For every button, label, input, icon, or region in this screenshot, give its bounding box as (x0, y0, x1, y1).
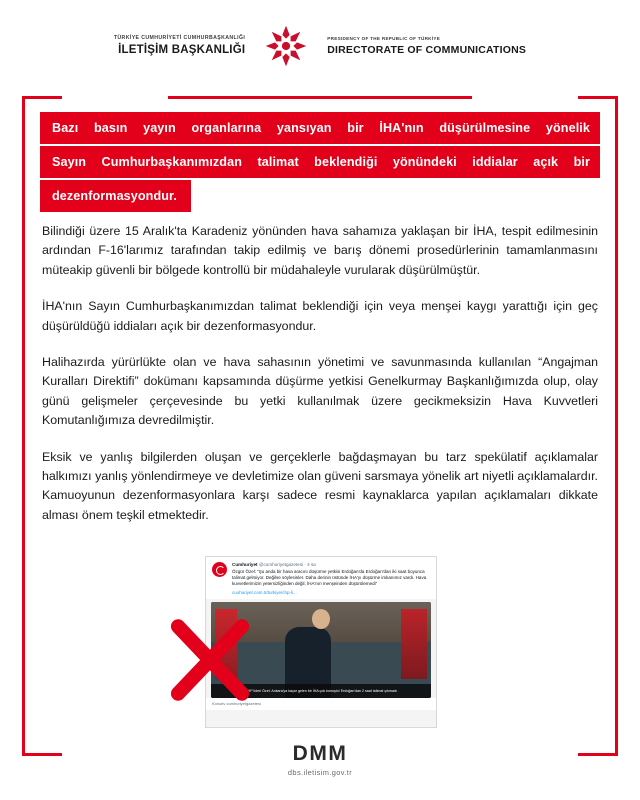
tweet-account (232, 562, 430, 567)
headline-block (40, 112, 600, 214)
avatar (212, 562, 227, 577)
header-left-block (114, 35, 245, 58)
dmm-logo: DMM (292, 742, 348, 765)
frame-top-rule (168, 96, 472, 99)
document-header (0, 0, 640, 92)
tweet-media-caption: CHP lideri Özel: Ankara'ya kaçar gelen bir İHA çok konuştu! Erdoğan'dan 2 saat talimat çıkmadı (245, 688, 397, 693)
tweet-header (206, 557, 436, 599)
tweet-footer-text: Konuitv cumhuriyetgazetesi (206, 698, 436, 710)
frame-corner-top-right (578, 96, 618, 99)
frame-right-rule (615, 96, 618, 756)
headline-line: dezenformasyondur. (40, 180, 191, 212)
body-paragraph: İHA'nın Sayın Cumhurbaşkanımızdan talimat beklendiği için veya menşei kaygı yarattığı için geç düşürüldüğü iddiaları açık bir dezenformasyondur. (42, 299, 598, 333)
body-paragraph: Bilindiği üzere 15 Aralık'ta Karadeniz yönünden hava sahamıza yaklaşan bir İHA, tespit edilmesinin ardından F-16'larımız tarafından takip edilmiş ve barış dönemi prosedürlerinin tamamlanmasını müteakip güvenli bir bölgede kontrollü bir müdahaleyle vurularak düşürülmüştür. (42, 224, 598, 277)
tweet-account-handle: @cumhuriyetgazetesi · 4 sa (258, 562, 316, 567)
header-right-main-text: DIRECTORATE OF COMMUNICATIONS (327, 43, 527, 56)
header-left-top-text: TÜRKİYE CUMHURİYETİ CUMHURBAŞKANLIĞI (113, 34, 246, 41)
document-footer (0, 742, 640, 777)
footer-url[interactable]: dbs.iletisim.gov.tr (287, 768, 353, 777)
header-left-main-text: İLETİŞİM BAŞKANLIĞI (118, 44, 246, 57)
red-cross-x-icon (168, 618, 252, 702)
body-paragraph: Halihazırda yürürlükte olan ve hava sahasının yönetimi ve savunmasında kullanılan “Angajman Kuralları Direktifi” dokümanı kapsamında düşürme yetkisi Genelkurmay Başkanlığımızda olup, olay günü gelişmeler çerçevesinde bu yetki kullanılmak üzere gecikmeksizin Hava Kuvvetleri Komutanlığımıza devredilmiştir. (42, 355, 598, 428)
body-text (42, 222, 598, 542)
headline-line: Bazı basın yayın organlarına yansıyan bir İHA'nın düşürülmesine yönelik (40, 112, 600, 144)
body-paragraph: Eksik ve yanlış bilgilerden oluşan ve gerçeklerle bağdaşmayan bu tarz spekülatif açıklamalar halkımızı yanlış yönlendirmeye ve devletimize olan güveni sarsmaya yönelik art niyetli açıklamalardır. Kamuoyunun dezenformasyonlara karşı sadece resmi kaynaklarca yapılan açıklamaları dikkate alması önem teşkil etmektedir. (42, 449, 598, 522)
tweet-account-name: Cumhuriyet (232, 562, 258, 567)
frame-corner-top-left (22, 96, 62, 99)
frame-left-rule (22, 96, 25, 756)
headline-line: Sayın Cumhurbaşkanımızdan talimat beklendiği yönündeki iddialar açık bir (40, 146, 600, 178)
header-right-block (327, 36, 526, 56)
header-right-top-text: PRESIDENCY OF THE REPUBLIC OF TÜRKİYE (327, 36, 441, 42)
tweet-text: Özgür Özel: “Şu anda bir hava aracını düşürme yetkisi Erdoğan'da Erdoğan'dan iki saat boyunca talimat gelmiyor. Değilse söylesinler. Daha derinin üstünde İHA'yı düşürme imkanımız vardı. Hava kuvvetlerimizin yetersizliğinden değil, İHA'nın menşeinden düşürülemedi” (232, 569, 427, 587)
turkiye-presidency-emblem-icon (263, 23, 309, 69)
tweet-link[interactable]: cuohuriyet.com.tr/turkiye/chp-li... (232, 589, 297, 595)
